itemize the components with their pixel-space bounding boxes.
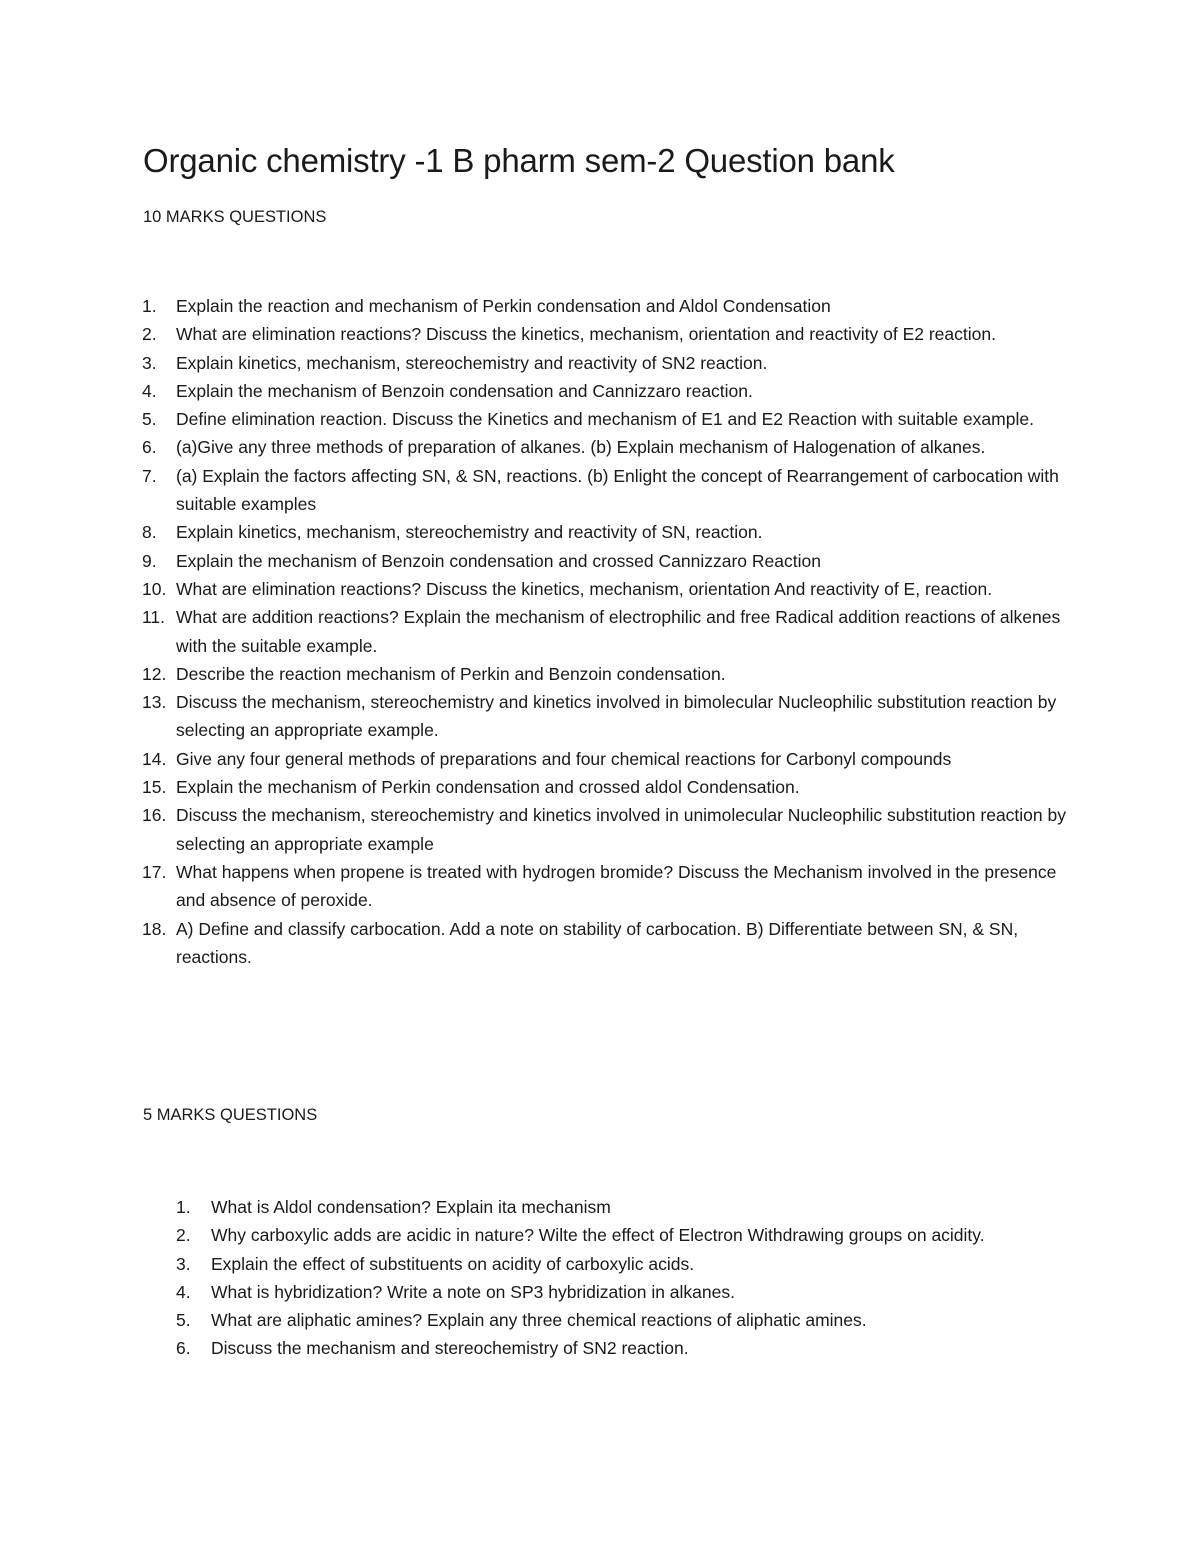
question-number: 14.: [142, 748, 167, 769]
question-text: What are elimination reactions? Discuss the kinetics, mechanism, orientation and reactivity of E2 reaction.: [176, 324, 996, 345]
question-text: Define elimination reaction. Discuss the Kinetics and mechanism of E1 and E2 Reaction with suitable example.: [176, 409, 1034, 430]
question-text: Give any four general methods of preparations and four chemical reactions for Carbonyl compounds: [176, 748, 952, 769]
question-text: Explain the effect of substituents on acidity of carboxylic acids.: [211, 1253, 695, 1274]
question-text: Explain the reaction and mechanism of Perkin condensation and Aldol Condensation: [176, 296, 831, 316]
section-heading-10-marks: 10 MARKS QUESTIONS: [143, 208, 327, 226]
question-number: 3.: [176, 1253, 191, 1274]
question-list-10-marks: [142, 292, 1076, 971]
question-item: [176, 1306, 1071, 1334]
question-number: 4.: [176, 1281, 191, 1302]
question-text: (a) Explain the factors affecting SN, & SN, reactions. (b) Enlight the concept of Rearrangement of carbocation with suitable examples: [176, 465, 1059, 515]
question-item: [142, 773, 1076, 801]
question-text: What is Aldol condensation? Explain ita mechanism: [211, 1197, 611, 1217]
question-item: [142, 320, 1076, 348]
question-text: What is hybridization? Write a note on SP3 hybridization in alkanes.: [211, 1281, 735, 1302]
question-text: (a)Give any three methods of preparation of alkanes. (b) Explain mechanism of Halogenation of alkanes.: [176, 437, 986, 458]
question-item: [142, 518, 1076, 546]
question-text: Explain the mechanism of Benzoin condensation and Cannizzaro reaction.: [176, 380, 753, 401]
question-number: 18.: [142, 918, 167, 939]
question-item: [176, 1193, 1071, 1221]
question-item: [142, 915, 1076, 972]
question-item: [176, 1334, 1071, 1362]
question-item: [142, 462, 1076, 519]
question-text: Explain kinetics, mechanism, stereochemistry and reactivity of SN2 reaction.: [176, 352, 768, 373]
question-number: 9.: [142, 550, 157, 571]
question-number: 2.: [176, 1225, 191, 1246]
question-item: [176, 1221, 1071, 1249]
question-number: 3.: [142, 352, 157, 373]
question-number: 13.: [142, 692, 167, 713]
question-number: 2.: [142, 324, 157, 345]
question-number: 5.: [176, 1310, 191, 1331]
question-item: [142, 292, 1076, 320]
question-item: [142, 377, 1076, 405]
question-text: What are addition reactions? Explain the mechanism of electrophilic and free Radical addition reactions of alkenes with the suitable example.: [176, 607, 1061, 656]
question-text: Explain the mechanism of Perkin condensation and crossed aldol Condensation.: [176, 777, 800, 798]
question-number: 11.: [142, 607, 166, 628]
question-item: [142, 858, 1076, 915]
question-text: Discuss the mechanism and stereochemistry of SN2 reaction.: [211, 1338, 689, 1359]
page-title: Organic chemistry -1 B pharm sem-2 Question bank: [143, 142, 895, 179]
question-text: A) Define and classify carbocation. Add a note on stability of carbocation. B) Differentiate between SN, & SN, reactions.: [176, 918, 1019, 967]
question-number: 7.: [142, 465, 157, 486]
question-number: 16.: [142, 805, 167, 826]
question-number: 15.: [142, 777, 167, 798]
question-item: [142, 801, 1076, 858]
question-text: Discuss the mechanism, stereochemistry and kinetics involved in unimolecular Nucleophilic substitution reaction by selecting an appropriate example: [176, 805, 1066, 854]
question-number: 6.: [142, 437, 157, 458]
question-text: Explain kinetics, mechanism, stereochemistry and reactivity of SN, reaction.: [176, 522, 763, 543]
question-text: What happens when propene is treated with hydrogen bromide? Discuss the Mechanism involved in the presence and absence of peroxide.: [176, 861, 1057, 911]
question-text: Discuss the mechanism, stereochemistry and kinetics involved in bimolecular Nucleophilic substitution reaction by selecting an appropriate example.: [176, 692, 1057, 741]
question-item: [142, 660, 1076, 688]
question-number: 6.: [176, 1338, 191, 1359]
question-number: 10.: [142, 578, 167, 599]
question-number: 1.: [176, 1197, 191, 1217]
question-number: 8.: [142, 522, 157, 543]
question-text: What are elimination reactions? Discuss the kinetics, mechanism, orientation And reactivity of E, reaction.: [176, 578, 993, 599]
question-text: Explain the mechanism of Benzoin condensation and crossed Cannizzaro Reaction: [176, 550, 821, 571]
question-item: [142, 405, 1076, 433]
question-number: 5.: [142, 409, 157, 430]
question-item: [142, 547, 1076, 575]
question-text: Why carboxylic adds are acidic in nature? Wilte the effect of Electron Withdrawing groups on acidity.: [211, 1225, 985, 1246]
question-item: [176, 1278, 1071, 1306]
question-text: Describe the reaction mechanism of Perkin and Benzoin condensation.: [176, 663, 726, 684]
question-list-5-marks: [176, 1193, 1071, 1363]
question-item: [142, 688, 1076, 745]
question-number: 4.: [142, 380, 157, 401]
question-item: [176, 1250, 1071, 1278]
section-heading-5-marks: 5 MARKS QUESTIONS: [143, 1106, 318, 1124]
question-text: What are aliphatic amines? Explain any three chemical reactions of aliphatic amines.: [211, 1310, 867, 1331]
question-number: 12.: [142, 663, 167, 684]
question-number: 1.: [142, 296, 157, 316]
question-item: [142, 349, 1076, 377]
question-number: 17.: [142, 861, 167, 882]
question-item: [142, 603, 1076, 660]
question-item: [142, 575, 1076, 603]
question-item: [142, 745, 1076, 773]
question-item: [142, 433, 1076, 461]
